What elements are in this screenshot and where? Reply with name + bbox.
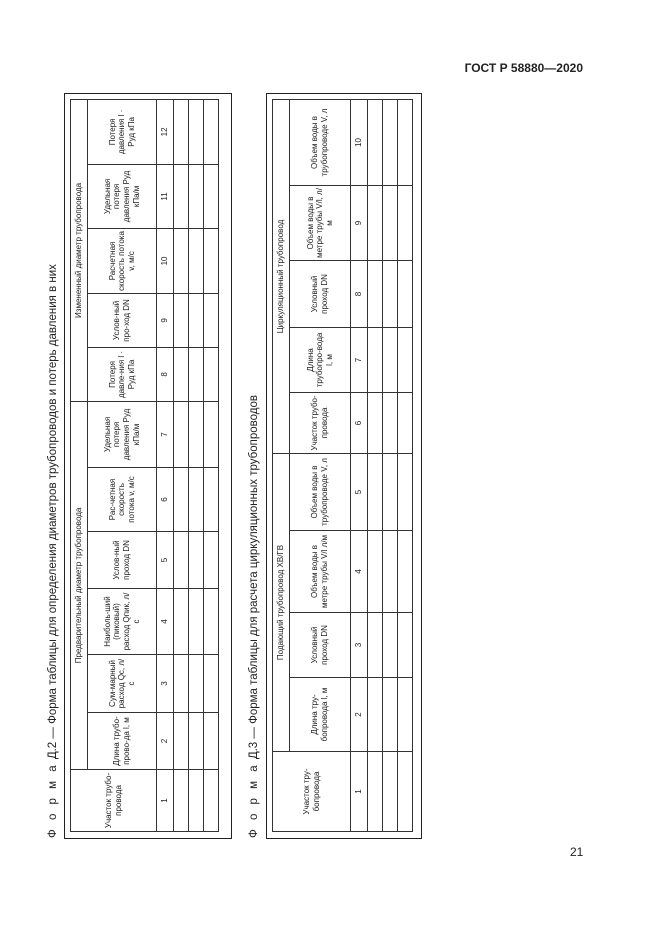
- d2-blank-row: [189, 99, 204, 831]
- d2-header-col7: Удельная потеря давления Руд кПа/м: [88, 401, 157, 467]
- d3-header-col6: Участок трубо-провода: [290, 392, 351, 453]
- d2-header-col9: Услов-ный про-ход DN: [88, 293, 157, 347]
- d2-num: 3: [157, 655, 174, 713]
- form-d3-caption-prefix: Ф о р м а: [248, 762, 260, 838]
- page-number: 21: [570, 845, 584, 859]
- form-d3-caption-text: Д.3 — Форма таблицы для расчета циркуляционных трубопроводов: [248, 395, 260, 760]
- d2-header-col8: Потеря давле-ния l · Руд кПа: [88, 347, 157, 401]
- d3-num: 10: [351, 99, 368, 185]
- d2-header-col5: Услов-ный проход DN: [88, 532, 157, 589]
- d2-num: 1: [157, 770, 174, 832]
- d3-blank-row: [383, 99, 398, 831]
- d2-num: 6: [157, 468, 174, 532]
- d3-group-circ: Циркуляционный трубопровод: [273, 99, 290, 453]
- form-d2-table: [70, 99, 219, 832]
- form-d2-frame: [64, 93, 232, 839]
- d2-header-col10: Расчетная скорость потока v, м/с: [88, 228, 157, 293]
- d3-header-col10: Объем воды в трубопроводе V, л: [290, 99, 351, 185]
- d2-header-col12: Потеря давления l · Руд кПа: [88, 99, 157, 164]
- d2-group-changed: Измененный диаметр трубопровода: [71, 99, 88, 401]
- d2-header-section: Участок трубо-провода: [71, 770, 157, 832]
- form-d3-caption: [247, 395, 261, 838]
- form-d2-caption-text: Д.2 — Форма таблицы для определения диаметров трубопроводов и потерь давления в них: [47, 264, 59, 760]
- d3-num: 4: [351, 531, 368, 613]
- d3-num: 8: [351, 260, 368, 327]
- d2-header-col11: Удельная потеря давления Руд кПа/м: [88, 164, 157, 228]
- d3-header-col2: Длина тру-бопровода l, м: [290, 678, 351, 752]
- d2-header-col4: Наиболь-ший (пиковый) расход Qпик, л/с: [88, 589, 157, 655]
- form-d2-caption-prefix: Ф о р м а: [47, 762, 59, 838]
- d3-num: 7: [351, 327, 368, 392]
- form-d3-frame: [266, 93, 422, 839]
- d3-num: 5: [351, 453, 368, 530]
- d3-num: 2: [351, 678, 368, 752]
- d3-num: 1: [351, 752, 368, 832]
- d2-group-prelim: Предварительный диаметр трубопровода: [71, 401, 88, 769]
- d3-header-col7: Длина трубопро-вода l, м: [290, 327, 351, 392]
- d3-group-supply: Подающий трубопровод ХВ/ГВ: [273, 453, 290, 751]
- d2-header-col3: Сум-марный расход Qc, л/с: [88, 655, 157, 713]
- d3-num: 6: [351, 392, 368, 453]
- d3-num: 9: [351, 185, 368, 260]
- d2-num: 2: [157, 713, 174, 770]
- d2-num: 9: [157, 293, 174, 347]
- d3-header-section: Участок тру-бопровода: [273, 752, 351, 832]
- form-d2-caption: [46, 264, 60, 838]
- d3-header-col4: Объем воды в метре трубы V/l л/м: [290, 531, 351, 613]
- d3-header-col9: Объем воды в метре трубы V/l, л/м: [290, 185, 351, 260]
- d2-header-col2: Длина трубо-прово-да l, м: [88, 713, 157, 770]
- d2-num: 4: [157, 589, 174, 655]
- d2-header-col6: Рас-четная скорость потока v, м/с: [88, 468, 157, 532]
- d3-number-row: [351, 99, 368, 831]
- d2-num: 8: [157, 347, 174, 401]
- d2-num: 7: [157, 401, 174, 467]
- d2-blank-row: [204, 99, 219, 831]
- d2-num: 10: [157, 228, 174, 293]
- d2-blank-row: [174, 99, 189, 831]
- d3-header-col8: Условный проход DN: [290, 260, 351, 327]
- d2-number-row: [157, 99, 174, 831]
- d2-num: 12: [157, 99, 174, 164]
- d3-header-col3: Условный проход DN: [290, 613, 351, 678]
- d3-num: 3: [351, 613, 368, 678]
- d3-header-col5: Объем воды в трубопроводе V, л: [290, 453, 351, 530]
- standard-number: ГОСТ Р 58880—2020: [464, 61, 583, 75]
- form-d3-table: [272, 99, 413, 832]
- d2-num: 11: [157, 164, 174, 228]
- d2-num: 5: [157, 532, 174, 589]
- d3-blank-row: [368, 99, 383, 831]
- d3-blank-row: [398, 99, 413, 831]
